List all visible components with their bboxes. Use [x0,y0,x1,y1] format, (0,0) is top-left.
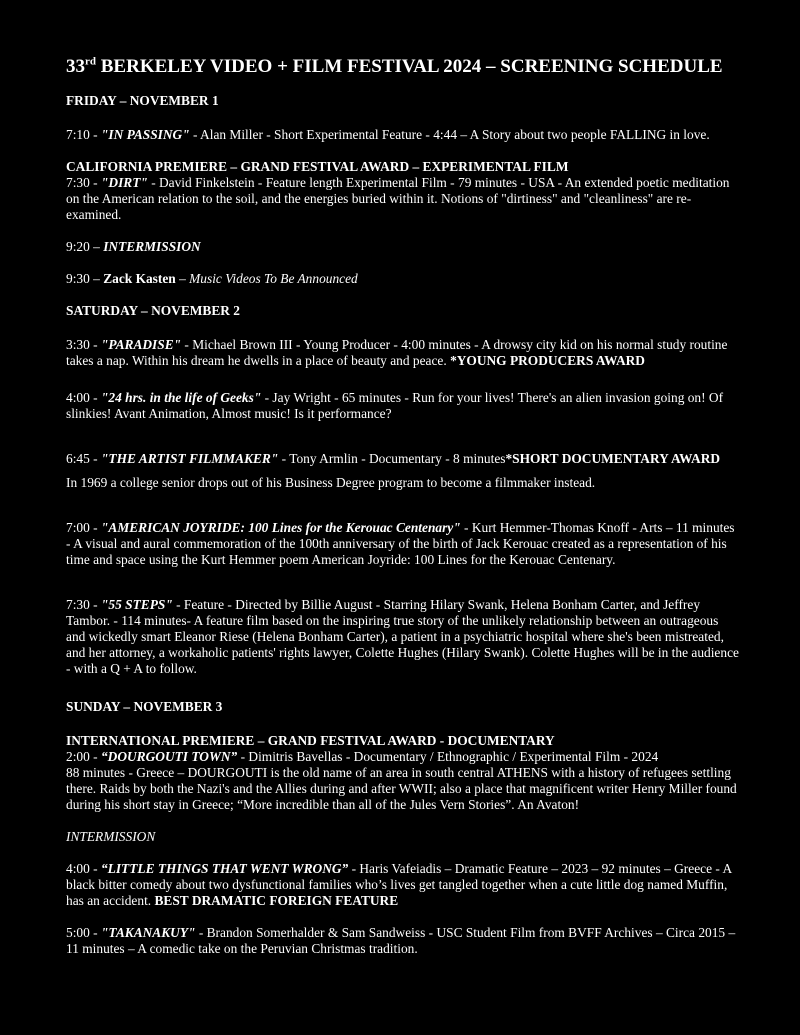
friday-entry-zack-kasten: 9:30 – Zack Kasten – Music Videos To Be Announced [66,271,358,286]
film-title: "55 STEPS" [100,597,173,612]
friday-entry-in-passing: 7:10 - "IN PASSING" - Alan Miller - Short Experimental Feature - 4:44 – A Story about two people FALLING in love. [66,127,710,142]
film-title: "AMERICAN JOYRIDE: 100 Lines for the Kerouac Centenary" [100,520,461,535]
film-title: “DOURGOUTI TOWN” [100,749,238,764]
friday-intermission: 9:20 – INTERMISSION [66,239,201,254]
film-title: "DIRT" [100,175,148,190]
award-badge: *SHORT DOCUMENTARY AWARD [505,451,721,466]
film-title: "THE ARTIST FILMMAKER" [100,451,279,466]
film-title: “LITTLE THINGS THAT WENT WRONG” [100,861,349,876]
award-badge: *YOUNG PRODUCERS AWARD [450,353,645,368]
film-title: "TAKANAKUY" [100,925,196,940]
film-title: "PARADISE" [100,337,182,352]
saturday-heading: SATURDAY – NOVEMBER 2 [66,303,240,318]
friday-entry-dirt: 7:30 - "DIRT" - David Finkelstein - Feature length Experimental Film - 79 minutes - USA - An extended poetic meditation on the American relation to the soil, and the energies buried within it. Notions of "dirtiness" and "cleanliness" are re-examined. [66,175,730,222]
friday-heading: FRIDAY – NOVEMBER 1 [66,93,219,108]
title-ordinal: rd [85,55,96,68]
title-text: BERKELEY VIDEO + FILM FESTIVAL 2024 – SCREENING SCHEDULE [96,56,723,77]
film-title: "IN PASSING" [100,127,190,142]
sunday-dourgouti-description: 88 minutes - Greece – DOURGOUTI is the old name of an area in south central ATHENS with a history of refugees settling there. Raids by both the Nazi's and the Allies during and after WWII; also a place that magnificent writer Henry Miller found during his short stay in Greece; “More incredible than all of the Jules Vern Stories”. An Avaton! [66,765,737,812]
award-badge: BEST DRAMATIC FOREIGN FEATURE [154,893,399,908]
friday-award-heading: CALIFORNIA PREMIERE – GRAND FESTIVAL AWARD – EXPERIMENTAL FILM [66,159,569,174]
saturday-artist-filmmaker-description: In 1969 a college senior drops out of his Business Degree program to become a filmmaker instead. [66,475,596,490]
sunday-entry-takanakuy: 5:00 - "TAKANAKUY" - Brandon Somerhalder & Sam Sandweiss - USC Student Film from BVFF Archives – Circa 2015 – 11 minutes – A comedic take on the Peruvian Christmas tradition. [66,925,736,956]
page-title [66,55,740,79]
saturday-entry-artist-filmmaker: 6:45 - "THE ARTIST FILMMAKER" - Tony Armlin - Documentary - 8 minutes*SHORT DOCUMENTARY AWARD [66,451,721,466]
sunday-intermission: INTERMISSION [66,829,156,844]
saturday-entry-paradise: 3:30 - "PARADISE" - Michael Brown III - Young Producer - 4:00 minutes - A drowsy city kid on his normal study routine takes a nap. Within his dream he dwells in a place of beauty and peace. *YOUNG PRODUCERS AWARD [66,337,728,368]
saturday-entry-american-joyride: 7:00 - "AMERICAN JOYRIDE: 100 Lines for the Kerouac Centenary" - Kurt Hemmer-Thomas Knoff - Arts – 11 minutes - A visual and aural commemoration of the 100th anniversary of the birth of Jack Kerouac created as a representation of his time and space using the Kurt Hemmer poem American Joyride: 100 Lines for the Kerouac Centenary. [66,520,735,567]
sunday-award-heading: INTERNATIONAL PREMIERE – GRAND FESTIVAL AWARD - DOCUMENTARY [66,733,555,748]
sunday-heading: SUNDAY – NOVEMBER 3 [66,699,223,714]
title-number: 33 [66,56,85,77]
film-title: "24 hrs. in the life of Geeks" [100,390,262,405]
sunday-entry-dourgouti-town: 2:00 - “DOURGOUTI TOWN” - Dimitris Bavellas - Documentary / Ethnographic / Experimental Film - 2024 [66,749,659,764]
saturday-entry-geeks: 4:00 - "24 hrs. in the life of Geeks" - Jay Wright - 65 minutes - Run for your lives! There's an alien invasion going on! Of slinkies! Avant Animation, Almost music! Is it performance? [66,390,724,421]
sunday-entry-little-things: 4:00 - “LITTLE THINGS THAT WENT WRONG” - Haris Vafeiadis – Dramatic Feature – 2023 – 92 minutes – Greece - A black bitter comedy about two dysfunctional families who’s lives get tangled together when a cute little dog named Muffin, has an accident. BEST DRAMATIC FOREIGN FEATURE [66,861,732,908]
saturday-entry-55-steps: 7:30 - "55 STEPS" - Feature - Directed by Billie August - Starring Hilary Swank, Helena Bonham Carter, and Jeffrey Tambor. - 114 minutes- A feature film based on the inspiring true story of the unlikely relationship between an outrageous and wickedly smart Eleanor Riese (Helena Bonham Carter), a patient in a psychiatric hospital where she's been mistreated, and her attorney, a workaholic patients' rights lawyer, Colette Hughes (Hilary Swank). Colette Hughes will be in the audience - with a Q + A to follow. [66,597,739,676]
